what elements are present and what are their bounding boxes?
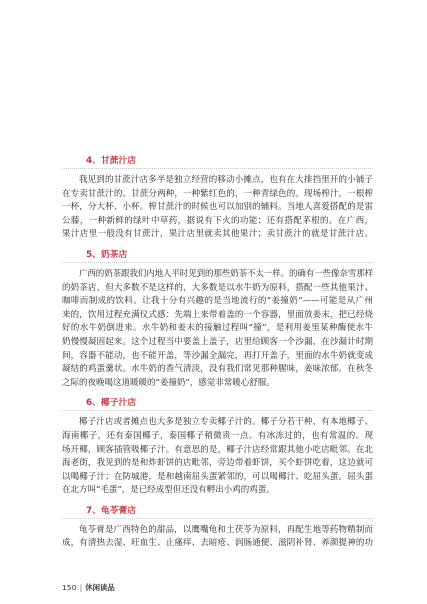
text-line: 在北方叫“毛蛋”，是已经成型但还没有孵出小鸡的鸡蛋。 — [62, 485, 275, 496]
paragraph — [62, 268, 373, 390]
text-line: 广西的奶茶跟我们内地人平时见到的那些奶茶不太一样。的确有一些像奈雪那样 — [79, 268, 373, 279]
text-line: 我见到的甘蔗汁店多半是独立经营的移动小摊点，也有在大排挡里开的小铺子 — [79, 175, 373, 185]
article-body — [62, 155, 373, 551]
text-line: 成，有清热去湿、旺血生、止瘙痒、去暗疮、润肠通便、滋阴补肾、养颜提神的功 — [62, 538, 373, 549]
footer-separator: | — [79, 583, 83, 592]
paragraph — [62, 524, 373, 551]
section-block — [62, 397, 373, 498]
text-line: 咖啡而制成的饮料。让我十分有兴趣的是当地流行的“姜撞奶”——可能是从广州 — [62, 296, 373, 307]
text-line: 场开椰，顾客插管吸椰子汁。有意思的是，椰子汁店经常跟其他小吃店毗邻。在北 — [62, 444, 373, 455]
paragraph — [62, 174, 373, 242]
text-line: 海老街，我见到的是和炸虾饼的店毗邻，旁边带着虾饼，买个虾饼吃着，这边就可 — [62, 458, 373, 469]
book-title: 休闲读品 — [85, 583, 115, 592]
section-heading: 6、椰子汁店 — [62, 397, 373, 411]
section-block — [62, 155, 373, 242]
text-line: 奶慢慢凝固起来。这个过程当中要盖上盖子，店里给顾客一个沙漏，在沙漏计时期 — [62, 336, 373, 347]
section-block — [62, 249, 373, 390]
text-line: 果汁店里一般没有甘蔗汁，果汁店里就卖其他果汁；卖甘蔗汁的就是甘蔗汁店。 — [62, 229, 373, 240]
text-line: 在专卖甘蔗汁的。甘蔗分两种，一种紫红色的，一种青绿色的。现场榨汁，一根榨 — [62, 188, 373, 199]
text-line: 的奶茶店，但大多数不是这样的，大多数是以水牛奶为原料，搭配一些其他果汁、 — [62, 282, 373, 293]
paragraph — [62, 416, 373, 498]
page-number: 150 — [62, 583, 77, 592]
text-line: 一杯，分大杯、小杯。榨甘蔗汁的时候也可以加别的辅料。当地人喜爱搭配的是雷 — [62, 202, 373, 213]
text-line: 龟苓膏是广西特色的甜品，以鹰嘴龟和土茯苓为原料，再配生地等药物精制而 — [79, 524, 373, 535]
text-line: 间，容器不能动，也不能开盖，等沙漏全漏完，再打开盖子，里面的水牛奶就变成 — [62, 350, 373, 361]
text-line: 凝结的鸡蛋羹状。水牛奶的香气清淡，没有我们常见那种腥味，姜味浓郁。在秋冬 — [62, 364, 373, 375]
text-line: 来的，饮用过程充满仪式感：先端上来带着盖的一个容器，里面放姜末，把已经烧 — [62, 309, 373, 320]
text-line: 公藤，一种新鲜的绿叶中草药，据说有下火的功能；还有搭配茅根的。在广西， — [62, 215, 373, 226]
text-line: 之际的夜晚喝这道暖暖的“姜撞奶”，感觉非常暖心舒服。 — [62, 377, 275, 388]
text-line: 以喝椰子汁；在防城港，是和越南屈头蛋紧邻的，可以喝椰汁、吃屈头蛋。屈头蛋 — [62, 471, 373, 482]
section-heading: 7、龟苓膏店 — [62, 505, 373, 519]
text-line: 椰子汁店或者摊点也大多是独立专卖椰子汁的。椰子分若干种，有本地椰子、 — [79, 417, 373, 428]
section-heading: 5、奶茶店 — [62, 249, 373, 263]
section-heading: 4、甘蔗汁店 — [62, 155, 373, 169]
section-block — [62, 505, 373, 551]
text-line: 海南椰子，还有泰国椰子，泰国椰子稍微贵一点。有冰冻过的，也有常温的。现 — [62, 430, 373, 441]
page-footer — [62, 582, 115, 594]
text-line: 好的水牛奶倒进来。水牛奶和姜末的接触过程叫“撞”，是利用姜里某种酶使水牛 — [62, 323, 373, 334]
